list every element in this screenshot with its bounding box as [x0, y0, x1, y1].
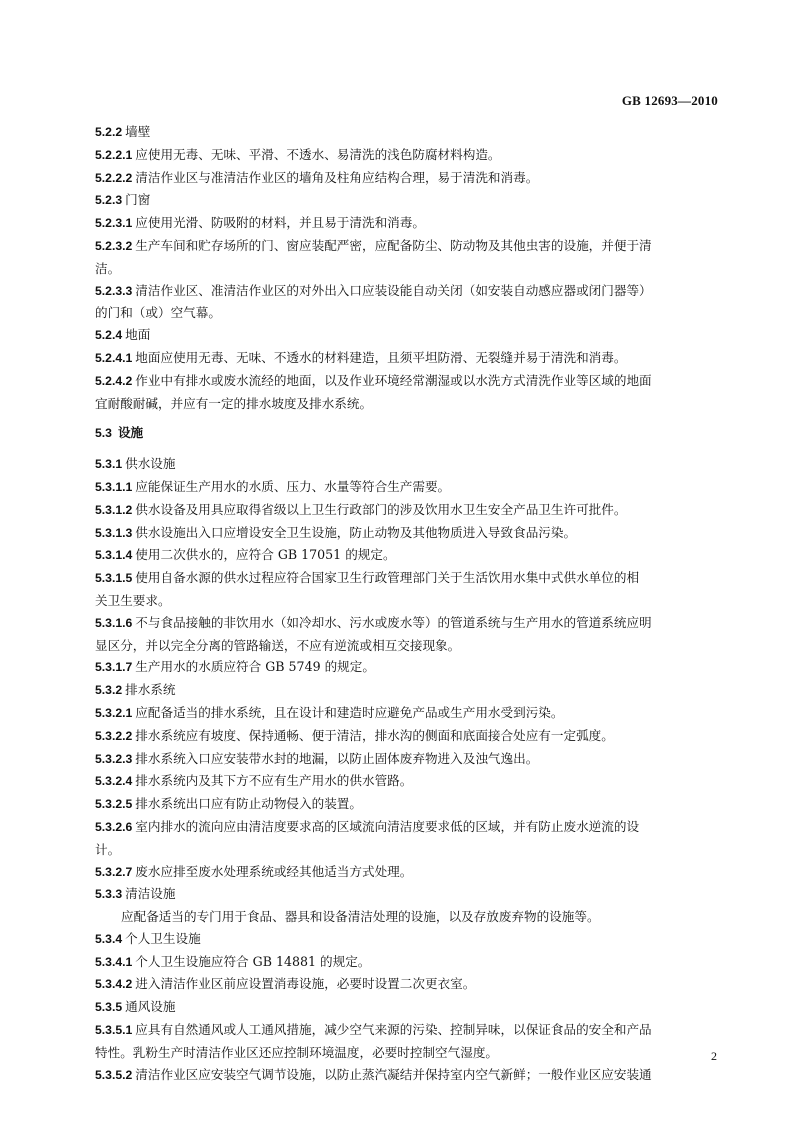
clause-text: 洁。	[95, 260, 121, 276]
clause-number: 5.3	[95, 426, 112, 441]
clause-line	[95, 1064, 720, 1087]
clause-number: 5.3.2.4	[95, 774, 133, 789]
clause-text: 关卫生要求。	[95, 592, 171, 608]
clause-number: 5.2.2.2	[95, 170, 133, 185]
clause-text: 使用自备水源的供水过程应符合国家卫生行政管理部门关于生活饮用水集中式供水单位的相	[135, 570, 640, 586]
clause-number: 5.3.4.2	[95, 977, 133, 992]
clause-line	[95, 499, 720, 522]
clause-text: 的门和（或）空气幕。	[95, 305, 221, 321]
clause-line	[95, 928, 720, 951]
clause-text: 显区分，并以完全分离的管路输送，不应有逆流或相互交接现象。	[95, 637, 461, 653]
clause-text: 供水设施出入口应增设安全卫生设施，防止动物及其他物质进入导致食品污染。	[135, 524, 577, 540]
clause-line	[95, 121, 720, 144]
clause-number: 5.3.1.3	[95, 525, 133, 540]
clause-text: 应能保证生产用水的水质、压力、水量等符合生产需要。	[135, 478, 451, 494]
clause-text: 应配备适当的专门用于食品、器具和设备清洁处理的设施，以及存放废弃物的设施等。	[121, 909, 600, 925]
clause-line	[95, 770, 720, 793]
clause-number: 5.3.4	[95, 931, 123, 946]
clause-number: 5.3.1.1	[95, 479, 133, 494]
clause-number: 5.3.2.5	[95, 797, 133, 812]
clause-line	[95, 144, 720, 167]
continuation-line	[95, 590, 720, 612]
clause-text: 排水系统内及其下方不应有生产用水的供水管路。	[135, 773, 413, 789]
continuation-line	[95, 393, 720, 415]
clause-line	[95, 816, 720, 839]
clause-line	[95, 324, 720, 347]
clause-number: 5.2.2	[95, 125, 123, 139]
clause-text: 进入清洁作业区前应设置消毒设施，必要时设置二次更衣室。	[135, 976, 476, 992]
clause-line	[95, 1019, 720, 1042]
clause-text: 排水系统入口应安装带水封的地漏，以防止固体废弃物进入及浊气逸出。	[135, 750, 539, 766]
clause-number: 5.3.2.3	[95, 751, 133, 766]
clause-line	[95, 656, 720, 679]
clause-text: 计。	[95, 841, 121, 857]
clause-text: 应使用无毒、无味、平滑、不透水、易清洗的浅色防腐材料构造。	[135, 146, 501, 162]
clause-text: 地面应使用无毒、无味、不透水的材料建造，且须平坦防滑、无裂缝并易于清洗和消毒。	[135, 349, 627, 365]
clause-number: 5.3.5.2	[95, 1067, 133, 1082]
clause-number: 5.3.1.4	[95, 548, 133, 563]
clause-number: 5.3.1.6	[95, 615, 133, 630]
clause-text: 室内排水的流向应由清洁度要求高的区域流向清洁度要求低的区域，并有防止废水逆流的设	[135, 818, 640, 834]
continuation-line	[95, 1042, 720, 1064]
clause-text: 墙壁	[125, 124, 151, 139]
clause-number: 5.2.4	[95, 328, 123, 343]
clause-text: 排水系统	[125, 682, 176, 698]
clause-text: 应使用光滑、防吸附的材料，并且易于清洗和消毒。	[135, 215, 425, 231]
clause-line	[95, 544, 720, 567]
clause-line	[95, 347, 720, 370]
clause-text: 排水系统出口应有防止动物侵入的装置。	[135, 796, 362, 812]
clause-text: 生产用水的水质应符合 GB 5749 的规定。	[135, 659, 375, 675]
clause-number: 5.3.1.5	[95, 571, 133, 586]
section-heading	[95, 422, 720, 445]
clause-text: 特性。乳粉生产时清洁作业区还应控制环境温度，必要时控制空气湿度。	[95, 1044, 498, 1060]
clause-line	[95, 167, 720, 190]
clause-text: 清洁作业区、准清洁作业区的对外出入口应装设能自动关闭（如安装自动感应器或闭门器等）	[135, 282, 652, 298]
clause-text: 作业中有排水或废水流经的地面，以及作业环境经常潮湿或以水洗方式清洗作业等区域的地面	[135, 372, 652, 388]
clause-line	[95, 476, 720, 499]
clause-text: 清洁作业区应安装空气调节设施，以防止蒸汽凝结并保持室内空气新鲜；一般作业区应安装通	[135, 1066, 652, 1082]
clause-line	[95, 235, 720, 258]
clause-line	[95, 612, 720, 635]
clause-line	[95, 453, 720, 476]
clause-line	[95, 996, 720, 1019]
clause-line	[95, 679, 720, 702]
clause-line	[95, 702, 720, 725]
document-code: GB 12693—2010	[621, 93, 718, 108]
continuation-line	[95, 258, 720, 280]
clause-line	[95, 522, 720, 545]
clause-number: 5.3.2.6	[95, 819, 133, 834]
clause-number: 5.2.3	[95, 193, 123, 208]
clause-text: 不与食品接触的非饮用水（如冷却水、污水或废水等）的管道系统与生产用水的管道系统应明	[135, 614, 652, 630]
clause-text: 门窗	[125, 192, 151, 208]
clause-number: 5.2.4.2	[95, 373, 133, 388]
document-body	[95, 121, 720, 1086]
clause-number: 5.3.2	[95, 683, 123, 698]
clause-number: 5.3.2.2	[95, 728, 133, 743]
clause-text: 应配备适当的排水系统，且在设计和建造时应避免产品或生产用水受到污染。	[135, 704, 564, 720]
clause-number: 5.3.1	[95, 457, 123, 472]
clause-text: 供水设备及用具应取得省级以上卫生行政部门的涉及饮用水卫生安全产品卫生许可批件。	[135, 501, 627, 517]
clause-number: 5.2.3.1	[95, 216, 133, 231]
clause-line	[95, 748, 720, 771]
page-number: 2	[711, 1049, 717, 1063]
clause-text: 排水系统应有坡度、保持通畅、便于清洁，排水沟的侧面和底面接合处应有一定弧度。	[135, 727, 614, 743]
clause-line	[95, 280, 720, 303]
clause-line	[95, 725, 720, 748]
continuation-line	[95, 635, 720, 657]
clause-text: 个人卫生设施应符合 GB 14881 的规定。	[135, 953, 371, 969]
clause-text: 设施	[117, 426, 144, 441]
clause-number: 5.3.4.1	[95, 954, 133, 969]
clause-number: 5.2.2.1	[95, 147, 133, 162]
clause-line	[95, 212, 720, 235]
clause-text: 个人卫生设施	[125, 930, 201, 946]
clause-line	[95, 861, 720, 884]
clause-text: 应具有自然通风或人工通风措施，减少空气来源的污染、控制异味，以保证食品的安全和产品	[135, 1022, 652, 1038]
clause-line	[95, 793, 720, 816]
clause-line	[95, 973, 720, 996]
clause-text: 通风设施	[125, 999, 176, 1015]
clause-text: 供水设施	[125, 456, 176, 472]
continuation-line	[95, 906, 720, 928]
clause-number: 5.3.2.7	[95, 864, 133, 879]
clause-number: 5.2.3.3	[95, 283, 133, 298]
clause-number: 5.3.5	[95, 1000, 123, 1015]
clause-text: 废水应排至废水处理系统或经其他适当方式处理。	[135, 863, 413, 879]
clause-text: 地面	[125, 327, 151, 343]
clause-number: 5.2.4.1	[95, 350, 133, 365]
continuation-line	[95, 839, 720, 861]
clause-line	[95, 567, 720, 590]
clause-line	[95, 370, 720, 393]
clause-number: 5.3.3	[95, 887, 123, 902]
clause-number: 5.2.3.2	[95, 238, 133, 253]
clause-number: 5.3.1.2	[95, 502, 133, 517]
clause-text: 清洁作业区与准清洁作业区的墙角及柱角应结构合理，易于清洗和消毒。	[135, 169, 539, 185]
clause-number: 5.3.2.1	[95, 705, 133, 720]
section-gap	[95, 445, 720, 453]
clause-text: 宜耐酸耐碱，并应有一定的排水坡度及排水系统。	[95, 395, 373, 411]
clause-text: 清洁设施	[125, 886, 176, 902]
clause-line	[95, 883, 720, 906]
clause-text: 使用二次供水的，应符合 GB 17051 的规定。	[135, 547, 396, 563]
clause-number: 5.3.1.7	[95, 660, 133, 675]
clause-line	[95, 189, 720, 212]
section-gap	[95, 414, 720, 422]
clause-line	[95, 951, 720, 974]
clause-number: 5.3.5.1	[95, 1023, 133, 1038]
continuation-line	[95, 302, 720, 324]
clause-text: 生产车间和贮存场所的门、窗应装配严密，应配备防尘、防动物及其他虫害的设施，并便于清	[135, 237, 652, 253]
